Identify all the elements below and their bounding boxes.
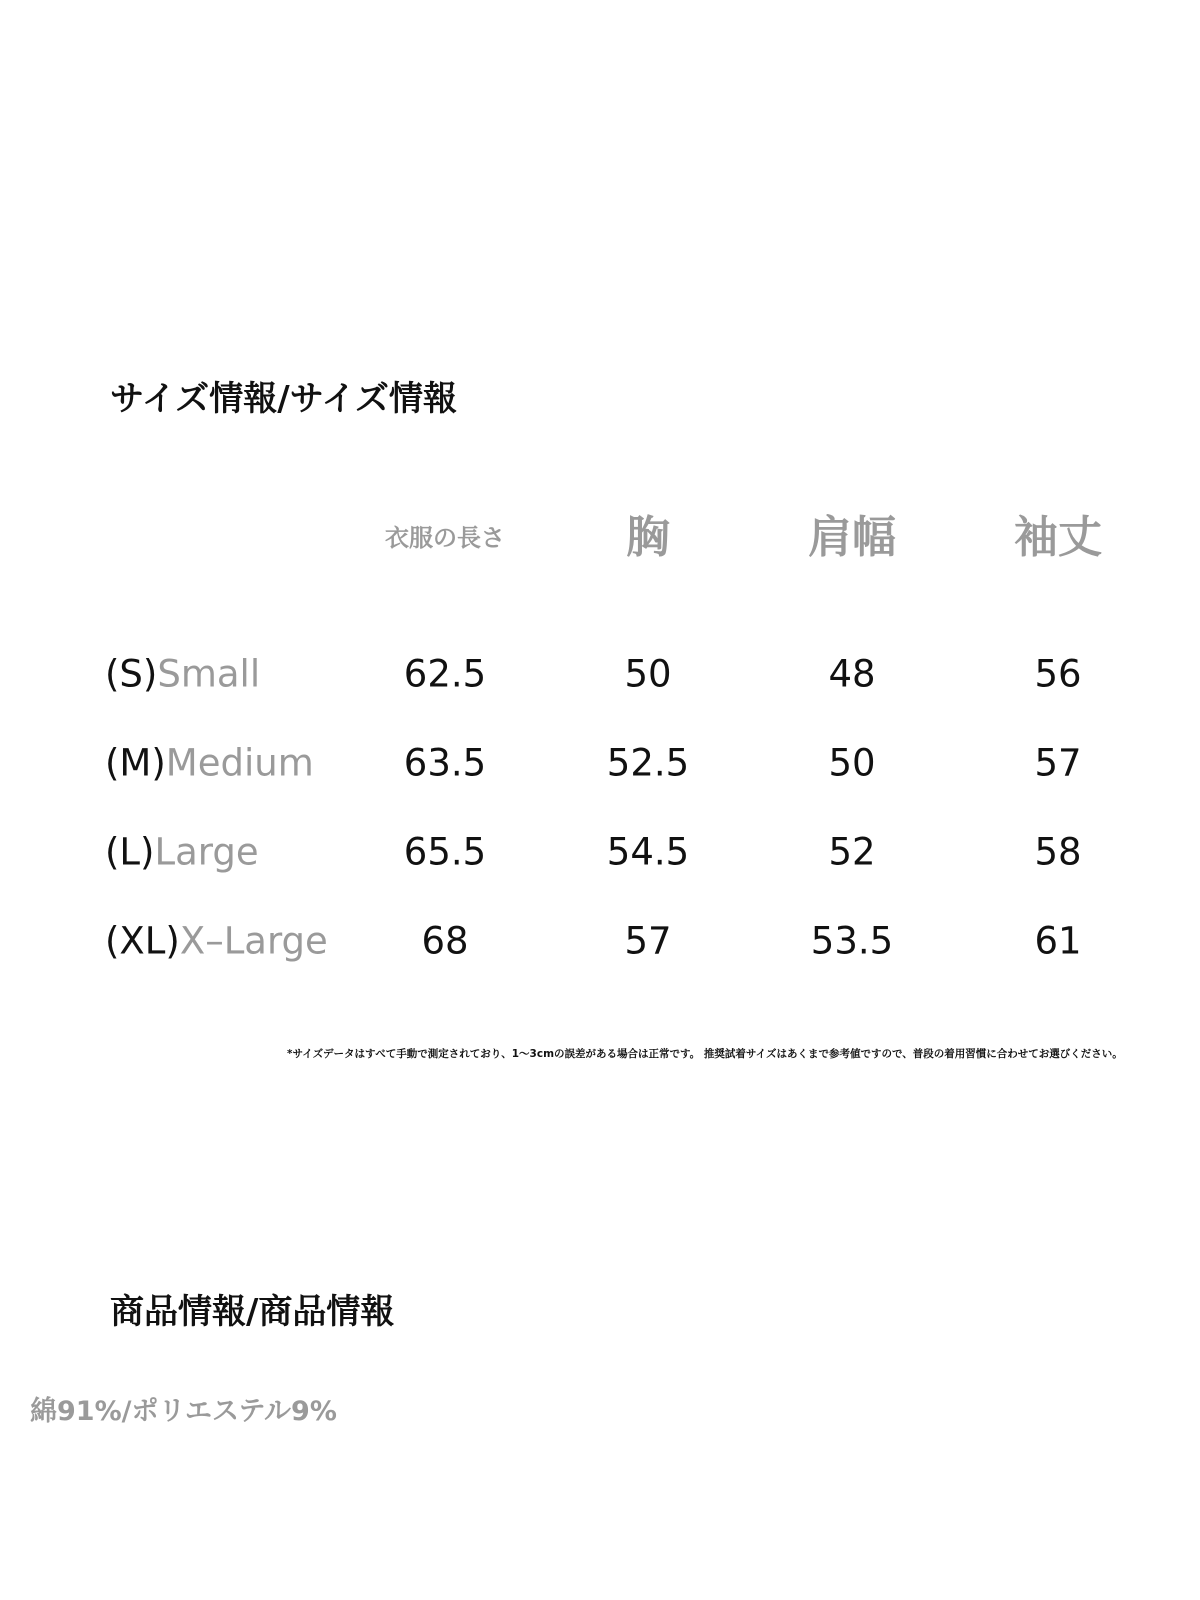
column-header-sleeve: 袖丈 bbox=[1014, 512, 1102, 563]
size-name: Large bbox=[154, 830, 259, 874]
table-cell-m-length: 63.5 bbox=[403, 741, 487, 785]
table-cell-xl-sleeve: 61 bbox=[1034, 919, 1082, 963]
size-code: (L) bbox=[105, 830, 155, 874]
table-cell-xl-shoulder: 53.5 bbox=[810, 919, 894, 963]
table-cell-l-length: 65.5 bbox=[403, 830, 487, 874]
size-label-l bbox=[105, 830, 259, 874]
size-info-title: サイズ情報/サイズ情報 bbox=[110, 379, 457, 419]
table-cell-s-sleeve: 56 bbox=[1034, 652, 1082, 696]
table-cell-m-sleeve: 57 bbox=[1034, 741, 1082, 785]
measurement-note: *サイズデータはすべて手動で測定されており、1～3cmの誤差がある場合は正常です。 推奨試着サイズはあくまで参考値ですので、普段の着用習慣に合わせてお選びください。 bbox=[287, 1048, 1123, 1060]
size-label-m bbox=[105, 741, 314, 785]
table-cell-l-chest: 54.5 bbox=[606, 830, 690, 874]
column-header-length: 衣服の長さ bbox=[385, 524, 505, 552]
table-cell-s-length: 62.5 bbox=[403, 652, 487, 696]
table-cell-m-chest: 52.5 bbox=[606, 741, 690, 785]
product-info-title: 商品情報/商品情報 bbox=[110, 1292, 395, 1332]
size-label-xl bbox=[105, 919, 328, 963]
table-cell-xl-length: 68 bbox=[421, 919, 469, 963]
size-name: Small bbox=[157, 652, 261, 696]
size-name: Medium bbox=[165, 741, 314, 785]
column-header-shoulder: 肩幅 bbox=[808, 512, 896, 563]
size-name: X–Large bbox=[179, 919, 328, 963]
material-composition: 綿91%/ポリエステル9% bbox=[30, 1396, 337, 1427]
table-cell-l-sleeve: 58 bbox=[1034, 830, 1082, 874]
table-cell-s-chest: 50 bbox=[624, 652, 672, 696]
table-cell-m-shoulder: 50 bbox=[828, 741, 876, 785]
size-code: (M) bbox=[105, 741, 166, 785]
column-header-chest: 胸 bbox=[626, 512, 670, 563]
size-code: (XL) bbox=[105, 919, 180, 963]
size-label-s bbox=[105, 652, 261, 696]
table-cell-s-shoulder: 48 bbox=[828, 652, 876, 696]
size-code: (S) bbox=[105, 652, 158, 696]
table-cell-l-shoulder: 52 bbox=[828, 830, 876, 874]
table-cell-xl-chest: 57 bbox=[624, 919, 672, 963]
